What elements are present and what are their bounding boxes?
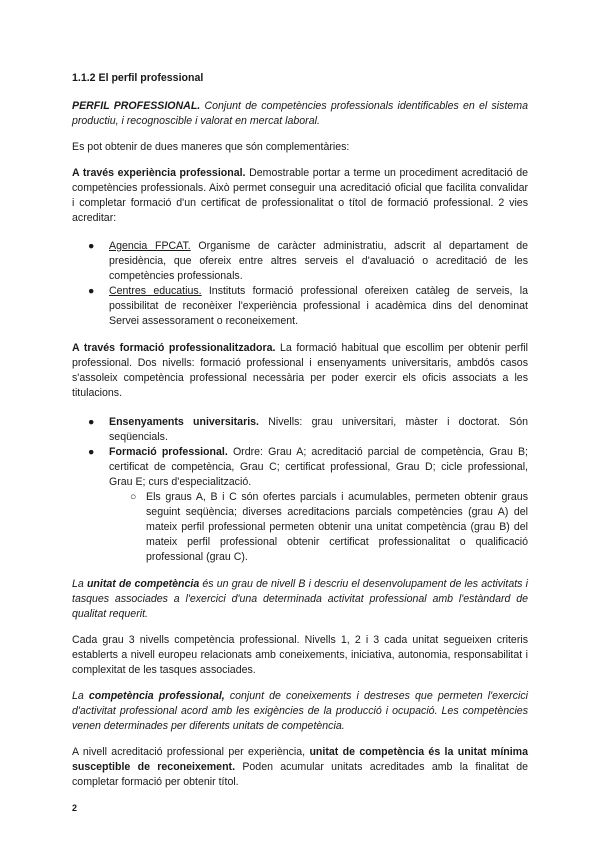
section-title: 1.1.2 El perfil professional [72, 72, 204, 84]
intro-paragraph: Es pot obtenir de dues maneres que són complementàries: [72, 141, 350, 153]
definition-term: PERFIL PROFESSIONAL. [72, 100, 201, 112]
accreditation-list [72, 239, 528, 329]
recognition-paragraph: A nivell acreditació professional per experiència, unitat de competència és la unitat mínima susceptible de reconeixement. Poden acumular unitats acreditades amb la finalitat de completar formació per obtenir títol. [72, 746, 528, 788]
list-item: ● Formació professional. Ordre: Grau A; acreditació parcial de competència, Grau B; certificat de competència, Grau C; certificat professional, Grau D; cicle professional, Grau E; curs d'especialització. [88, 446, 529, 488]
page-number: 2 [72, 803, 78, 813]
list-item: ● Ensenyaments universitaris. Nivells: grau universitari, màster i doctorat. Són seqüencials. [88, 416, 528, 443]
list-item: ○ Els graus A, B i C són ofertes parcials i acumulables, permeten obtenir graus seguint seqüència; diverses acreditacions parcials competències (grau A) del mateix perfil professional permeten obtenir una unitat competència (grau B) del mateix perfil professional obtenir certificat professionalitat o qualificació professional (grau C). [130, 491, 528, 563]
list-item: ● Centres educatius. Instituts formació professional ofereixen catàleg de serveis, la possibilitat de reconèixer l'experiència professional i acadèmica dins del denominat Servei assessorament o reconeixement. [88, 285, 528, 327]
training-list [72, 415, 528, 490]
list-item: ● Agencia FPCAT. Organisme de caràcter administratiu, adscrit al departament de presidència, que ofereix entre altres serveis el d'avaluació o acreditació de les competències professionals. [88, 240, 529, 282]
competencia-definition: La competència professional, conjunt de coneixements i destreses que permeten l'exercici d'activitat professional acord amb les exigències de la producció i ocupació. Les competències venen determinades per diferents unitats de competència. [72, 690, 528, 732]
grades-sublist [72, 490, 528, 565]
bullet-icon: ● [88, 285, 95, 297]
document-page [72, 60, 528, 790]
unitat-definition: La unitat de competència és un grau de nivell B i descriu el desenvolupament de les activitats i tasques associades a l'exercici d'una determinada activitat professional amb l'estàndard de qualitat requerit. [72, 578, 528, 620]
agencia-link[interactable]: Agencia FPCAT. [109, 240, 191, 252]
bullet-icon: ● [88, 240, 95, 252]
centres-link[interactable]: Centres educatius. [109, 285, 202, 297]
training-paragraph: A través formació professionalitzadora. La formació habitual que escollim per obtenir perfil professional. Dos nivells: formació professional i ensenyaments universitaris, ambdós casos s'assoleix competència professional necessària per poder exercir els oficis associats a les titulacions. [72, 342, 528, 399]
levels-paragraph: Cada grau 3 nivells competència professional. Nivells 1, 2 i 3 cada unitat segueixen criteris establerts a nivell europeu relacionats amb coneixements, iniciativa, autonomia, responsabilitat i complexitat de les tasques associades. [72, 634, 528, 676]
circle-bullet-icon: ○ [130, 491, 137, 503]
definition-perfil: PERFIL PROFESSIONAL. Conjunt de competències professionals identificables en el sistema productiu, i recognoscible i valorat en mercat laboral. [72, 100, 528, 127]
bullet-icon: ● [88, 416, 95, 428]
experience-paragraph: A través experiència professional. Demostrable portar a terme un procediment acreditació de competències professionals. Això permet conseguir una acreditació oficial que facilita convalidar i completar formació d'un certificat de professionalitat o títol de formació professional. 2 vies acreditar: [72, 167, 528, 224]
bullet-icon: ● [88, 446, 95, 458]
